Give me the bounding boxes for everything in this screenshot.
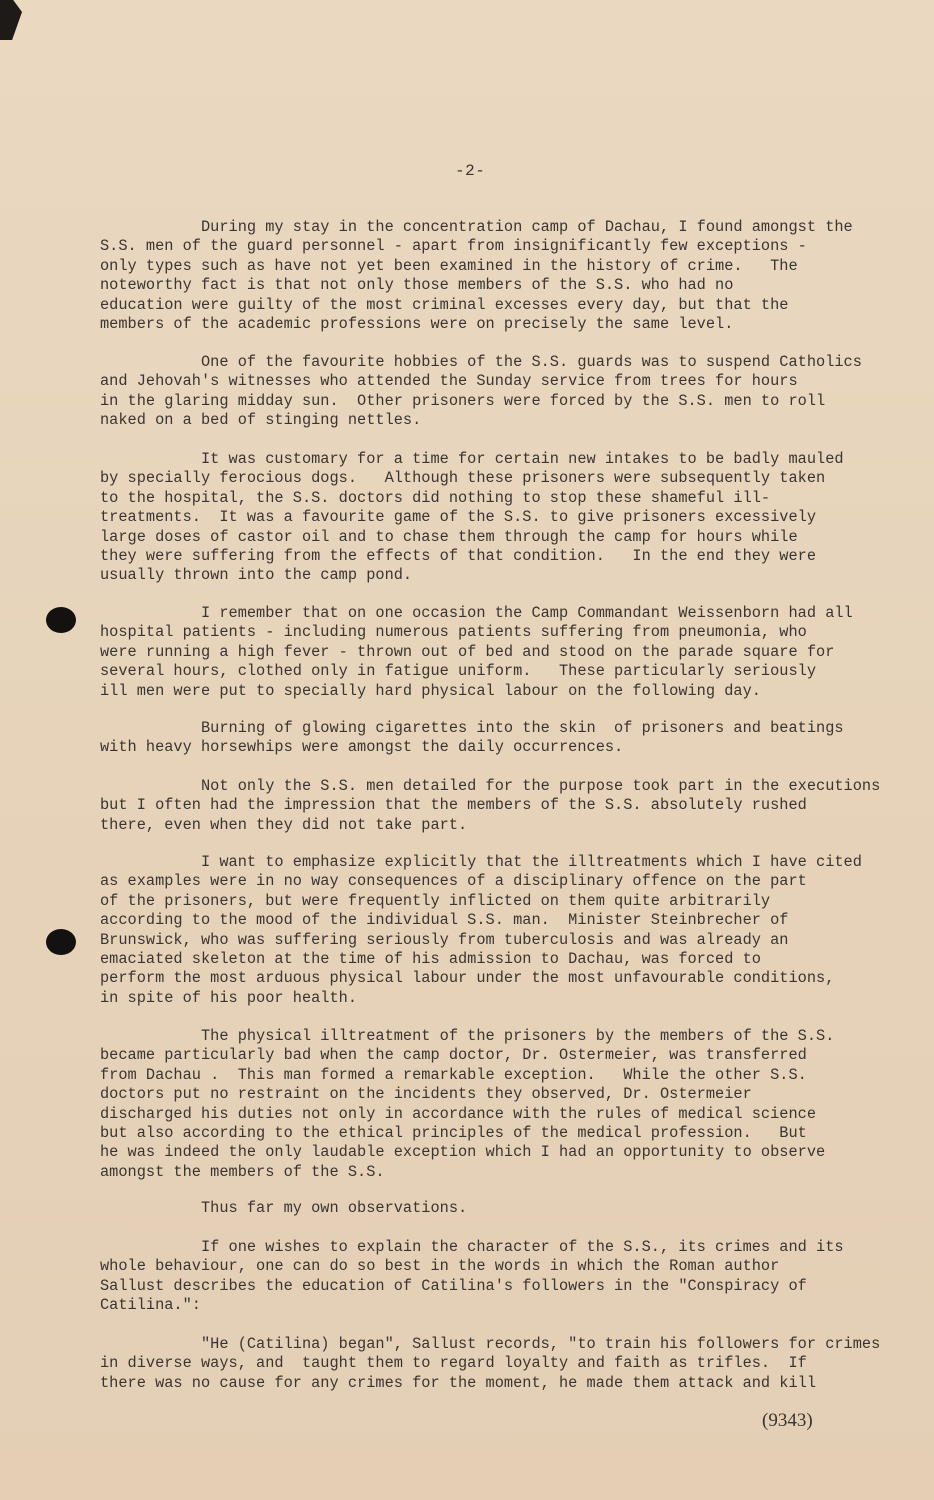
text-line: according to the mood of the individual S.S. man. Minister Steinbrecher of <box>100 911 789 930</box>
text-line: Burning of glowing cigarettes into the skin of prisoners and beatings <box>100 719 844 737</box>
punch-hole-lower <box>46 929 76 955</box>
paragraph-10 <box>100 1238 890 1316</box>
text-line: S.S. men of the guard personnel - apart from insignificantly few exceptions - <box>100 237 807 256</box>
text-line: only types such as have not yet been examined in the history of crime. The <box>100 256 798 275</box>
text-line: I remember that on one occasion the Camp Commandant Weissenborn had all <box>100 604 853 622</box>
text-line: whole behaviour, one can do so best in the words in which the Roman author <box>100 1257 780 1276</box>
text-line: there was no cause for any crimes for the moment, he made them attack and kill <box>100 1373 817 1392</box>
page-number: -2- <box>455 162 486 180</box>
text-line: treatments. It was a favourite game of the S.S. to give prisoners excessively <box>100 508 817 527</box>
document-code: (9343) <box>762 1410 813 1431</box>
text-line: of the prisoners, but were frequently inflicted on them quite arbitrarily <box>100 891 771 910</box>
text-line: Sallust describes the education of Catilina's followers in the "Conspiracy of <box>100 1276 807 1295</box>
paragraph-1 <box>100 218 890 334</box>
text-line: noteworthy fact is that not only those members of the S.S. who had no <box>100 276 734 295</box>
paragraph-8 <box>100 1027 890 1182</box>
text-line: they were suffering from the effects of that condition. In the end they were <box>100 546 817 565</box>
text-line: If one wishes to explain the character of the S.S., its crimes and its <box>100 1238 844 1256</box>
paragraph-6 <box>100 777 890 835</box>
text-line: discharged his duties not only in accordance with the rules of medical science <box>100 1104 817 1123</box>
text-line: perform the most arduous physical labour under the most unfavourable conditions, <box>100 969 835 988</box>
paragraph-9 <box>100 1199 890 1218</box>
text-line: "He (Catilina) began", Sallust records, "to train his followers for crimes <box>100 1335 881 1353</box>
paragraph-4 <box>100 604 890 701</box>
text-line: by specially ferocious dogs. Although these prisoners were subsequently taken <box>100 469 826 488</box>
text-line: education were guilty of the most criminal excesses every day, but that the <box>100 295 789 314</box>
paragraph-7 <box>100 853 890 1008</box>
text-line: I want to emphasize explicitly that the illtreatments which I have cited <box>100 853 862 871</box>
text-line: During my stay in the concentration camp of Dachau, I found amongst the <box>100 218 853 236</box>
text-line: as examples were in no way consequences of a disciplinary offence on the part <box>100 872 807 891</box>
text-line: usually thrown into the camp pond. <box>100 566 413 585</box>
text-line: emaciated skeleton at the time of his admission to Dachau, was forced to <box>100 949 761 968</box>
paragraph-11 <box>100 1335 890 1393</box>
text-line: The physical illtreatment of the prisoners by the members of the S.S. <box>100 1027 835 1045</box>
punch-hole-upper <box>46 607 76 633</box>
text-line: several hours, clothed only in fatigue uniform. These particularly seriously <box>100 662 817 681</box>
text-line: became particularly bad when the camp doctor, Dr. Ostermeier, was transferred <box>100 1046 807 1065</box>
text-line: with heavy horsewhips were amongst the daily occurrences. <box>100 738 624 757</box>
text-line: Not only the S.S. men detailed for the purpose took part in the executions <box>100 777 881 795</box>
text-line: he was indeed the only laudable exception which I had an opportunity to observe <box>100 1143 826 1162</box>
text-line: to the hospital, the S.S. doctors did nothing to stop these shameful ill- <box>100 488 771 507</box>
paragraph-3 <box>100 450 890 586</box>
text-line: in diverse ways, and taught them to regard loyalty and faith as trifles. If <box>100 1354 807 1373</box>
paragraph-5 <box>100 719 890 758</box>
text-line: were running a high fever - thrown out of bed and stood on the parade square for <box>100 642 835 661</box>
text-line: It was customary for a time for certain new intakes to be badly mauled <box>100 450 844 468</box>
text-line: hospital patients - including numerous patients suffering from pneumonia, who <box>100 623 807 642</box>
text-line: from Dachau . This man formed a remarkable exception. While the other S.S. <box>100 1065 807 1084</box>
text-line: members of the academic professions were on precisely the same level. <box>100 314 734 333</box>
text-line: ill men were put to specially hard physical labour on the following day. <box>100 681 761 700</box>
text-line: One of the favourite hobbies of the S.S. guards was to suspend Catholics <box>100 353 862 371</box>
text-line: and Jehovah's witnesses who attended the Sunday service from trees for hours <box>100 372 798 391</box>
text-line: there, even when they did not take part. <box>100 815 468 834</box>
text-line: Thus far my own observations. <box>100 1199 468 1217</box>
text-line: in spite of his poor health. <box>100 988 358 1007</box>
text-line: amongst the members of the S.S. <box>100 1162 385 1181</box>
paragraph-2 <box>100 353 890 431</box>
text-line: large doses of castor oil and to chase them through the camp for hours while <box>100 527 798 546</box>
text-line: but I often had the impression that the members of the S.S. absolutely rushed <box>100 796 807 815</box>
text-line: doctors put no restraint on the incidents they observed, Dr. Ostermeier <box>100 1085 752 1104</box>
text-line: but also according to the ethical principles of the medical profession. But <box>100 1123 807 1142</box>
text-line: Catilina.": <box>100 1296 201 1315</box>
torn-corner-mark <box>0 0 22 40</box>
text-line: naked on a bed of stinging nettles. <box>100 411 422 430</box>
text-line: in the glaring midday sun. Other prisoners were forced by the S.S. men to roll <box>100 391 826 410</box>
text-line: Brunswick, who was suffering seriously from tuberculosis and was already an <box>100 930 789 949</box>
